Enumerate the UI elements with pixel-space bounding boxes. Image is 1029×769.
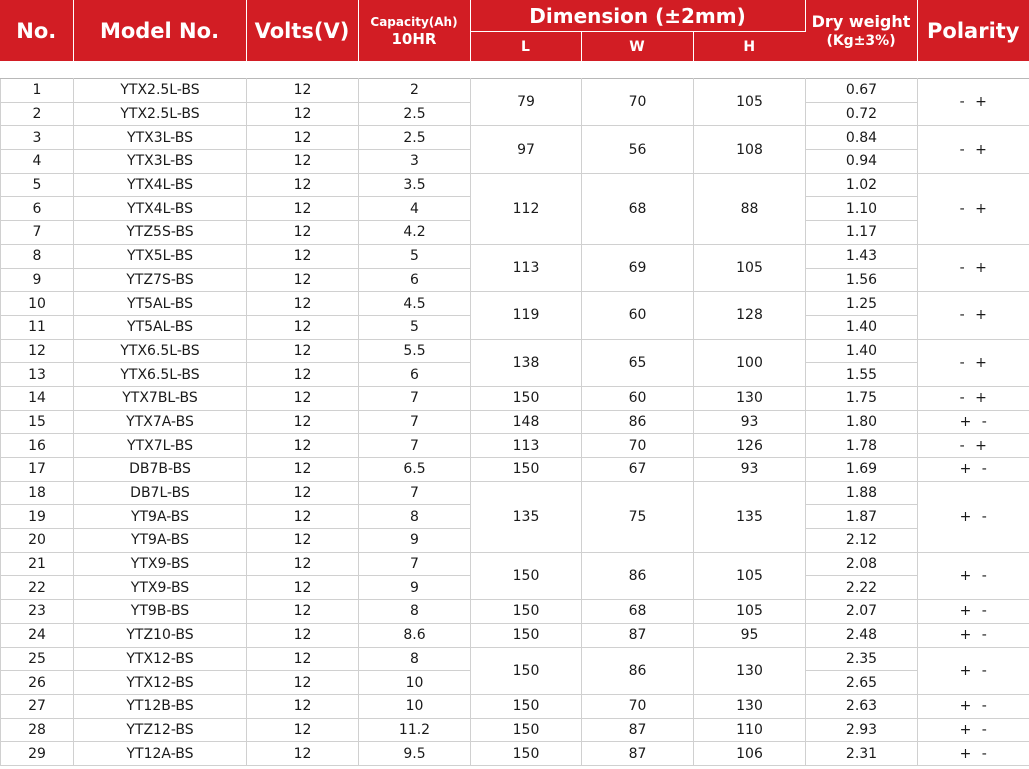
cell-dim-l: 150	[471, 458, 582, 482]
cell-model: YTZ12-BS	[74, 718, 247, 742]
cell-dim-h: 93	[694, 410, 806, 434]
cell-model: YTX9-BS	[74, 552, 247, 576]
table-row	[1, 718, 1029, 742]
cell-model: YTZ10-BS	[74, 623, 247, 647]
cell-weight: 1.80	[806, 410, 918, 434]
cell-model: YT12B-BS	[74, 694, 247, 718]
cell-dim-h: 108	[694, 126, 806, 173]
header-no: No.	[0, 0, 73, 61]
cell-no: 17	[1, 458, 74, 482]
cell-model: YTX2.5L-BS	[74, 102, 247, 126]
cell-weight: 1.10	[806, 197, 918, 221]
cell-capacity: 10	[359, 671, 471, 695]
table-row	[1, 434, 1029, 458]
cell-weight: 1.69	[806, 458, 918, 482]
cell-polarity: - +	[918, 292, 1029, 339]
cell-dim-l: 112	[471, 173, 582, 244]
cell-polarity: + -	[918, 410, 1029, 434]
header-dim-l: L	[470, 32, 581, 62]
cell-capacity: 7	[359, 386, 471, 410]
cell-dim-h: 105	[694, 79, 806, 126]
cell-dim-l: 150	[471, 718, 582, 742]
cell-model: YTX7BL-BS	[74, 386, 247, 410]
cell-polarity: + -	[918, 694, 1029, 718]
cell-dim-w: 86	[582, 647, 694, 694]
cell-volts: 12	[247, 623, 359, 647]
cell-polarity: + -	[918, 600, 1029, 624]
cell-capacity: 10	[359, 694, 471, 718]
cell-dim-w: 70	[582, 434, 694, 458]
cell-no: 5	[1, 173, 74, 197]
cell-no: 10	[1, 292, 74, 316]
header-capacity-unit: Capacity(Ah)	[370, 14, 458, 29]
cell-weight: 0.84	[806, 126, 918, 150]
cell-dim-h: 95	[694, 623, 806, 647]
cell-weight: 1.87	[806, 505, 918, 529]
cell-capacity: 3.5	[359, 173, 471, 197]
cell-volts: 12	[247, 79, 359, 103]
header-capacity	[358, 0, 470, 61]
header-dimension: Dimension (±2mm)	[470, 0, 805, 32]
cell-capacity: 7	[359, 434, 471, 458]
cell-weight: 1.25	[806, 292, 918, 316]
cell-dim-h: 110	[694, 718, 806, 742]
cell-no: 16	[1, 434, 74, 458]
cell-no: 3	[1, 126, 74, 150]
cell-dim-w: 86	[582, 410, 694, 434]
header-dim-h: H	[693, 32, 805, 62]
cell-no: 12	[1, 339, 74, 363]
cell-no: 25	[1, 647, 74, 671]
cell-polarity: + -	[918, 458, 1029, 482]
cell-dim-w: 87	[582, 623, 694, 647]
cell-dim-w: 87	[582, 718, 694, 742]
cell-capacity: 6	[359, 363, 471, 387]
cell-dim-l: 113	[471, 244, 582, 291]
cell-capacity: 7	[359, 552, 471, 576]
cell-polarity: - +	[918, 244, 1029, 291]
cell-capacity: 7	[359, 410, 471, 434]
cell-model: YT9A-BS	[74, 505, 247, 529]
cell-volts: 12	[247, 150, 359, 174]
cell-weight: 1.17	[806, 221, 918, 245]
cell-capacity: 7	[359, 481, 471, 505]
cell-model: YTX7A-BS	[74, 410, 247, 434]
table-row	[1, 173, 1029, 197]
cell-model: YTX5L-BS	[74, 244, 247, 268]
cell-dim-w: 68	[582, 173, 694, 244]
table-row	[1, 79, 1029, 103]
table-row	[1, 600, 1029, 624]
cell-volts: 12	[247, 339, 359, 363]
cell-model: YT9B-BS	[74, 600, 247, 624]
cell-volts: 12	[247, 718, 359, 742]
cell-no: 2	[1, 102, 74, 126]
cell-weight: 1.75	[806, 386, 918, 410]
cell-weight: 1.56	[806, 268, 918, 292]
cell-polarity: - +	[918, 173, 1029, 244]
cell-no: 15	[1, 410, 74, 434]
table-row	[1, 339, 1029, 363]
cell-no: 1	[1, 79, 74, 103]
cell-volts: 12	[247, 268, 359, 292]
cell-dim-h: 130	[694, 694, 806, 718]
cell-volts: 12	[247, 671, 359, 695]
cell-capacity: 8	[359, 647, 471, 671]
cell-model: YTX3L-BS	[74, 126, 247, 150]
cell-weight: 1.78	[806, 434, 918, 458]
cell-volts: 12	[247, 102, 359, 126]
cell-model: YTX9-BS	[74, 576, 247, 600]
header-polarity: Polarity	[917, 0, 1029, 61]
cell-model: YTX12-BS	[74, 671, 247, 695]
table-row	[1, 244, 1029, 268]
cell-volts: 12	[247, 410, 359, 434]
cell-dim-l: 148	[471, 410, 582, 434]
cell-dim-w: 60	[582, 292, 694, 339]
cell-dim-h: 126	[694, 434, 806, 458]
cell-capacity: 2	[359, 79, 471, 103]
cell-model: DB7L-BS	[74, 481, 247, 505]
spec-table-body	[0, 78, 1029, 766]
cell-dim-h: 105	[694, 600, 806, 624]
cell-weight: 2.93	[806, 718, 918, 742]
cell-volts: 12	[247, 742, 359, 766]
cell-model: DB7B-BS	[74, 458, 247, 482]
cell-no: 9	[1, 268, 74, 292]
table-row	[1, 694, 1029, 718]
header-capacity-rate: 10HR	[391, 29, 437, 48]
cell-dim-w: 69	[582, 244, 694, 291]
cell-volts: 12	[247, 529, 359, 553]
cell-dim-l: 79	[471, 79, 582, 126]
header-dim-w: W	[581, 32, 693, 62]
cell-model: YT9A-BS	[74, 529, 247, 553]
cell-volts: 12	[247, 126, 359, 150]
cell-model: YTZ7S-BS	[74, 268, 247, 292]
cell-volts: 12	[247, 576, 359, 600]
cell-dim-l: 150	[471, 386, 582, 410]
cell-no: 23	[1, 600, 74, 624]
cell-dim-w: 87	[582, 742, 694, 766]
table-row	[1, 623, 1029, 647]
header-dry-weight-unit: (Kg±3%)	[826, 32, 896, 49]
cell-dim-w: 86	[582, 552, 694, 599]
cell-dim-h: 128	[694, 292, 806, 339]
cell-weight: 2.08	[806, 552, 918, 576]
cell-no: 13	[1, 363, 74, 387]
cell-capacity: 9	[359, 529, 471, 553]
cell-capacity: 11.2	[359, 718, 471, 742]
cell-capacity: 5	[359, 244, 471, 268]
cell-dim-l: 150	[471, 600, 582, 624]
cell-model: YTX7L-BS	[74, 434, 247, 458]
cell-dim-l: 97	[471, 126, 582, 173]
cell-weight: 2.22	[806, 576, 918, 600]
cell-weight: 2.31	[806, 742, 918, 766]
cell-dim-l: 138	[471, 339, 582, 386]
cell-dim-h: 100	[694, 339, 806, 386]
cell-capacity: 8	[359, 505, 471, 529]
table-row	[1, 386, 1029, 410]
cell-capacity: 2.5	[359, 126, 471, 150]
cell-volts: 12	[247, 386, 359, 410]
cell-capacity: 4	[359, 197, 471, 221]
header-dry-weight	[805, 0, 917, 61]
cell-weight: 1.43	[806, 244, 918, 268]
cell-weight: 2.12	[806, 529, 918, 553]
cell-no: 19	[1, 505, 74, 529]
cell-capacity: 3	[359, 150, 471, 174]
cell-dim-w: 70	[582, 79, 694, 126]
cell-volts: 12	[247, 197, 359, 221]
header-dry-weight-label: Dry weight	[811, 11, 911, 31]
cell-weight: 0.72	[806, 102, 918, 126]
cell-dim-l: 150	[471, 694, 582, 718]
cell-dim-w: 67	[582, 458, 694, 482]
cell-dim-l: 150	[471, 647, 582, 694]
cell-polarity: + -	[918, 647, 1029, 694]
cell-no: 7	[1, 221, 74, 245]
cell-model: YTX4L-BS	[74, 173, 247, 197]
cell-dim-l: 119	[471, 292, 582, 339]
cell-dim-h: 135	[694, 481, 806, 552]
header-volts: Volts(V)	[246, 0, 358, 61]
cell-polarity: - +	[918, 126, 1029, 173]
table-row	[1, 481, 1029, 505]
cell-no: 11	[1, 315, 74, 339]
cell-dim-l: 150	[471, 552, 582, 599]
table-row	[1, 292, 1029, 316]
cell-dim-w: 65	[582, 339, 694, 386]
cell-capacity: 9.5	[359, 742, 471, 766]
cell-weight: 1.40	[806, 339, 918, 363]
cell-polarity: + -	[918, 481, 1029, 552]
table-row	[1, 742, 1029, 766]
cell-polarity: - +	[918, 386, 1029, 410]
cell-polarity: - +	[918, 339, 1029, 386]
cell-no: 24	[1, 623, 74, 647]
table-row	[1, 458, 1029, 482]
cell-polarity: - +	[918, 79, 1029, 126]
cell-capacity: 5	[359, 315, 471, 339]
cell-dim-w: 68	[582, 600, 694, 624]
cell-volts: 12	[247, 244, 359, 268]
cell-model: YT5AL-BS	[74, 315, 247, 339]
cell-dim-w: 56	[582, 126, 694, 173]
cell-weight: 1.40	[806, 315, 918, 339]
cell-weight: 2.07	[806, 600, 918, 624]
cell-weight: 1.02	[806, 173, 918, 197]
cell-no: 22	[1, 576, 74, 600]
cell-weight: 2.35	[806, 647, 918, 671]
cell-model: YTX6.5L-BS	[74, 363, 247, 387]
cell-no: 27	[1, 694, 74, 718]
cell-dim-h: 88	[694, 173, 806, 244]
cell-capacity: 8.6	[359, 623, 471, 647]
cell-volts: 12	[247, 458, 359, 482]
cell-capacity: 4.2	[359, 221, 471, 245]
table-row	[1, 410, 1029, 434]
cell-volts: 12	[247, 481, 359, 505]
cell-volts: 12	[247, 221, 359, 245]
cell-weight: 1.88	[806, 481, 918, 505]
cell-polarity: + -	[918, 552, 1029, 599]
cell-volts: 12	[247, 552, 359, 576]
cell-no: 8	[1, 244, 74, 268]
cell-model: YT5AL-BS	[74, 292, 247, 316]
cell-volts: 12	[247, 694, 359, 718]
cell-weight: 0.67	[806, 79, 918, 103]
cell-model: YTX4L-BS	[74, 197, 247, 221]
cell-dim-h: 106	[694, 742, 806, 766]
cell-dim-w: 70	[582, 694, 694, 718]
cell-model: YT12A-BS	[74, 742, 247, 766]
cell-volts: 12	[247, 173, 359, 197]
cell-capacity: 6.5	[359, 458, 471, 482]
cell-weight: 2.63	[806, 694, 918, 718]
cell-model: YTX12-BS	[74, 647, 247, 671]
cell-weight: 1.55	[806, 363, 918, 387]
cell-no: 14	[1, 386, 74, 410]
table-row	[1, 647, 1029, 671]
cell-volts: 12	[247, 505, 359, 529]
cell-model: YTX2.5L-BS	[74, 79, 247, 103]
cell-polarity: - +	[918, 434, 1029, 458]
table-row	[1, 552, 1029, 576]
cell-capacity: 4.5	[359, 292, 471, 316]
cell-dim-h: 130	[694, 647, 806, 694]
cell-volts: 12	[247, 647, 359, 671]
cell-volts: 12	[247, 600, 359, 624]
cell-no: 6	[1, 197, 74, 221]
cell-no: 29	[1, 742, 74, 766]
cell-polarity: + -	[918, 623, 1029, 647]
cell-dim-l: 135	[471, 481, 582, 552]
cell-no: 18	[1, 481, 74, 505]
cell-dim-w: 75	[582, 481, 694, 552]
cell-dim-h: 105	[694, 552, 806, 599]
table-row	[1, 126, 1029, 150]
cell-no: 4	[1, 150, 74, 174]
cell-capacity: 5.5	[359, 339, 471, 363]
cell-model: YTZ5S-BS	[74, 221, 247, 245]
cell-dim-h: 93	[694, 458, 806, 482]
cell-volts: 12	[247, 363, 359, 387]
cell-weight: 2.48	[806, 623, 918, 647]
cell-polarity: + -	[918, 742, 1029, 766]
cell-no: 26	[1, 671, 74, 695]
spec-table-header	[0, 0, 1029, 61]
header-model: Model No.	[73, 0, 246, 61]
cell-volts: 12	[247, 292, 359, 316]
cell-capacity: 6	[359, 268, 471, 292]
cell-weight: 2.65	[806, 671, 918, 695]
cell-volts: 12	[247, 315, 359, 339]
cell-dim-h: 130	[694, 386, 806, 410]
cell-no: 28	[1, 718, 74, 742]
cell-capacity: 9	[359, 576, 471, 600]
spec-rows	[1, 79, 1029, 766]
cell-no: 21	[1, 552, 74, 576]
cell-polarity: + -	[918, 718, 1029, 742]
cell-dim-l: 150	[471, 742, 582, 766]
cell-weight: 0.94	[806, 150, 918, 174]
cell-dim-h: 105	[694, 244, 806, 291]
cell-capacity: 8	[359, 600, 471, 624]
cell-model: YTX6.5L-BS	[74, 339, 247, 363]
cell-model: YTX3L-BS	[74, 150, 247, 174]
cell-dim-l: 113	[471, 434, 582, 458]
cell-dim-w: 60	[582, 386, 694, 410]
cell-no: 20	[1, 529, 74, 553]
cell-capacity: 2.5	[359, 102, 471, 126]
cell-dim-l: 150	[471, 623, 582, 647]
cell-volts: 12	[247, 434, 359, 458]
